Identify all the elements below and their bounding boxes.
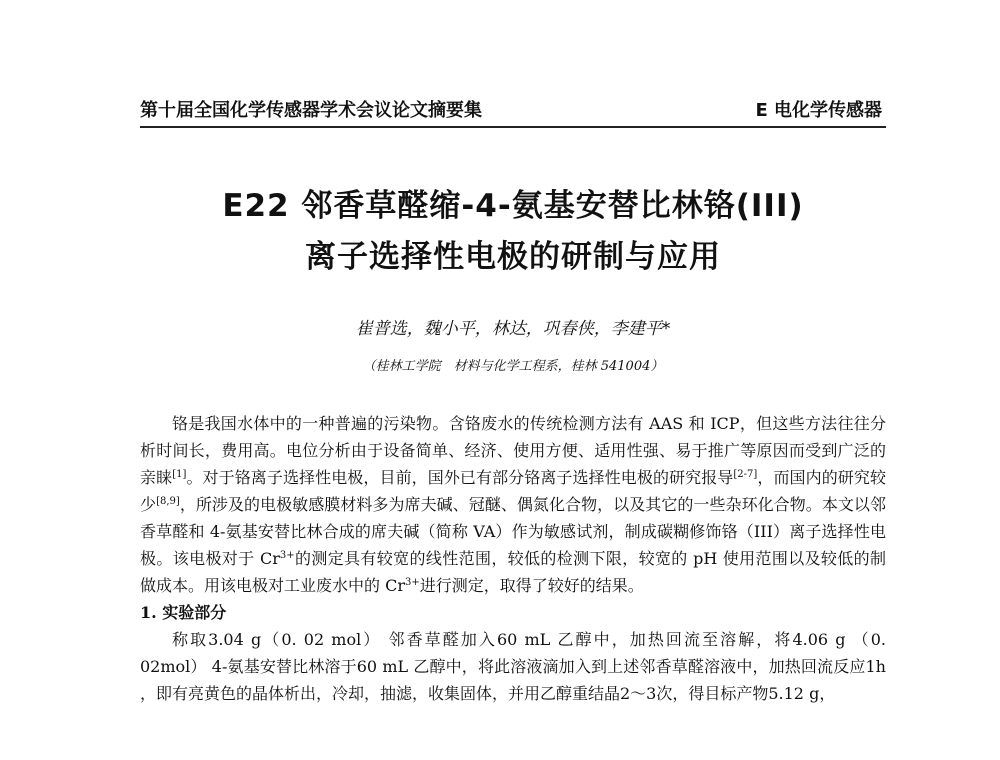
running-header: [140, 92, 886, 128]
header-section-label: E 电化学传感器: [755, 100, 882, 121]
intro-text-5: 的测定具有较宽的线性范围，较低的检测下限，较宽的 pH 使用范围以及较低的制做成本。用该电极对工业废水中的 Cr: [140, 549, 886, 595]
intro-text-2: 。对于铬离子选择性电极，目前，国外已有部分铬离子选择性电极的研究报导: [186, 468, 734, 487]
intro-paragraph: [140, 410, 886, 599]
citation-8-9: [8,9]: [156, 496, 180, 507]
intro-text-6: 进行测定，取得了较好的结果。: [419, 576, 644, 595]
author-list: 崔普选，魏小平，林达，巩春侠，李建平*: [355, 319, 671, 339]
charge-superscript-1: 3+: [279, 550, 295, 561]
header-proceedings-title: 第十届全国化学传感器学术会议论文摘要集: [140, 100, 482, 121]
intro-text-4: ，所涉及的电极敏感膜材料多为席夫碱、冠醚、偶氮化合物，以及其它的一些杂环化合物。本文以邻香草醛和 4-氨基安替比林合成的席夫碱（简称 VA）作为敏感试剂，制成碳糊修饰铬（III）离子选择性电极。该电极对于 Cr: [140, 495, 886, 568]
section-heading-experimental: 1. 实验部分: [140, 603, 227, 622]
citation-1: [1]: [172, 469, 187, 480]
paper-body: [140, 410, 886, 707]
charge-superscript-2: 3+: [404, 577, 420, 588]
paper-title-line-1: E22 邻香草醛缩-4-氨基安替比林铬(III): [222, 188, 804, 224]
citation-2-7: [2-7]: [733, 469, 758, 480]
experimental-paragraph: 称取3.04 g（0. 02 mol） 邻香草醛加入60 mL 乙醇中，加热回流至溶解，将4.06 g （0. 02mol） 4-氨基安替比林溶于60 mL 乙醇中，将此溶液滴加入到上述邻香草醛溶液中，加热回流反应1h ，即有亮黄色的晶体析出，冷却，抽滤，收集固体，并用乙醇重结晶2～3次，得目标产物5.12 g，: [140, 630, 886, 703]
affiliation: （桂林工学院 材料与化学工程系，桂林 541004）: [362, 359, 664, 374]
intro-text-1: 铬是我国水体中的一种普遍的污染物。含铬废水的传统检测方法有 AAS 和 ICP，但这些方法往往分析时间长，费用高。电位分析由于设备简单、经济、使用方便、适用性强、易于推广等原因而受到广泛的亲睐: [140, 414, 886, 487]
intro-text-3: ，而国内的研究较少: [140, 468, 886, 514]
paper-title-line-2: 离子选择性电极的研制与应用: [305, 239, 721, 275]
